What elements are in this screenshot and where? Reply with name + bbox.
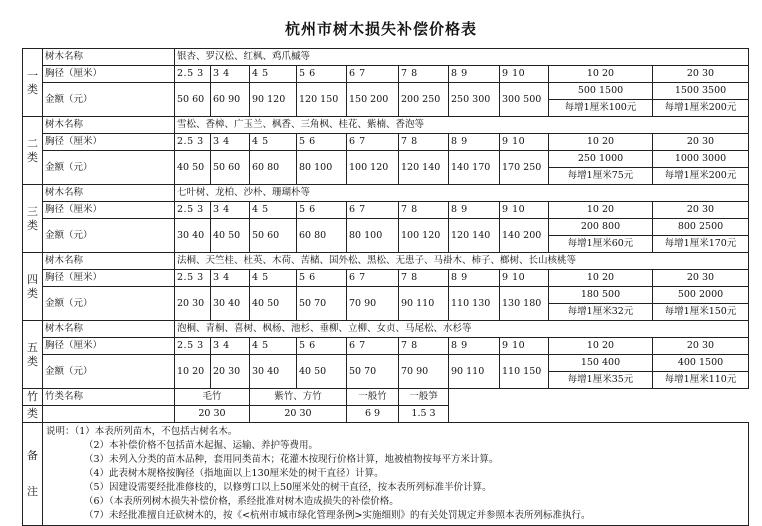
bamboo-name: 一般竹	[347, 389, 399, 406]
note-line: 说明：（1）本表所列苗木，不包括古树名木。	[46, 426, 238, 437]
class-suffix: 类	[27, 286, 38, 300]
diameter-cell: 5 6	[297, 338, 347, 355]
class-row-diameter	[23, 338, 749, 355]
amount-cell: 120 150	[297, 83, 347, 117]
amount-label: 金额（元）	[43, 83, 175, 117]
amount-cell: 70 90	[347, 287, 399, 321]
amount-label: 金额（元）	[43, 355, 175, 389]
diameter-label: 胸径（厘米）	[43, 270, 175, 287]
amount-cell: 500 1500	[549, 83, 653, 100]
amount-cell: 100 120	[399, 219, 449, 253]
bamboo-blank	[449, 389, 749, 423]
amount-cell: 90 110	[449, 355, 500, 389]
amount-cell: 200 800	[549, 219, 653, 236]
diameter-label: 胸径（厘米）	[43, 66, 175, 83]
class-row-diameter	[23, 66, 749, 83]
diameter-cell: 6 7	[347, 134, 399, 151]
amount-cell: 40 50	[211, 219, 250, 253]
diameter-cell: 2.5 3	[175, 270, 211, 287]
amount-cell: 100 120	[347, 151, 399, 185]
diameter-cell: 8 9	[449, 338, 500, 355]
amount-cell: 110 130	[449, 287, 500, 321]
diameter-cell: 2.5 3	[175, 202, 211, 219]
increment-note: 每增1厘米35元	[549, 372, 653, 389]
bamboo-value: 20 30	[175, 406, 250, 423]
amount-cell: 120 140	[399, 151, 449, 185]
amount-cell: 300 500	[500, 83, 549, 117]
diameter-cell: 3 4	[211, 270, 250, 287]
diameter-cell: 20 30	[653, 66, 749, 83]
increment-note: 每增1厘米110元	[653, 372, 749, 389]
diameter-cell: 3 4	[211, 338, 250, 355]
amount-cell: 30 40	[211, 287, 250, 321]
note-line: （4）此表树木规格按胸径（指地面以上130厘米处的树干直径）计算。	[84, 468, 384, 479]
bamboo-name: 一般笋	[399, 389, 449, 406]
amount-cell: 110 150	[500, 355, 549, 389]
amount-cell: 50 60	[211, 151, 250, 185]
increment-note: 每增1厘米32元	[549, 304, 653, 321]
increment-note: 每增1厘米75元	[549, 168, 653, 185]
increment-note: 每增1厘米200元	[653, 100, 749, 117]
increment-note: 每增1厘米200元	[653, 168, 749, 185]
diameter-cell: 10 20	[549, 338, 653, 355]
diameter-cell: 3 4	[211, 202, 250, 219]
diameter-cell: 6 7	[347, 270, 399, 287]
species-list: 雪松、香樟、广玉兰、枫香、三角枫、桂花、紫楠、香泡等	[175, 117, 749, 134]
price-table	[22, 48, 749, 526]
diameter-cell: 7 8	[399, 134, 449, 151]
bamboo-value: 1.5 3	[399, 406, 449, 423]
class-row-amount	[23, 151, 749, 168]
diameter-cell: 9 10	[500, 134, 549, 151]
class-label	[23, 185, 43, 253]
tree-name-label: 树木名称	[43, 321, 175, 338]
species-list: 七叶树、龙柏、沙朴、珊瑚朴等	[175, 185, 749, 202]
note-line: （3）未列入分类的苗木品种，套用同类苗木；花灌木按现行价格计算，地被植物按每平方米计算。	[84, 454, 499, 465]
class-number: 二	[27, 136, 38, 150]
class-number: 三	[27, 204, 38, 218]
amount-cell: 800 2500	[653, 219, 749, 236]
table-body	[23, 49, 749, 526]
species-list: 银杏、罗汉松、红枫、鸡爪槭等	[175, 49, 749, 66]
class-suffix: 类	[27, 218, 38, 232]
bamboo-name-label: 竹类名称	[43, 389, 175, 406]
amount-cell: 1500 3500	[653, 83, 749, 100]
class-label	[23, 253, 43, 321]
tree-name-label: 树木名称	[43, 253, 175, 270]
amount-cell: 90 120	[250, 83, 297, 117]
diameter-cell: 8 9	[449, 134, 500, 151]
diameter-cell: 10 20	[549, 134, 653, 151]
increment-note: 每增1厘米100元	[549, 100, 653, 117]
amount-cell: 80 100	[297, 151, 347, 185]
amount-cell: 70 90	[399, 355, 449, 389]
class-row-amount	[23, 83, 749, 100]
increment-note: 每增1厘米60元	[549, 236, 653, 253]
amount-cell: 90 110	[399, 287, 449, 321]
class-row-name	[23, 321, 749, 338]
class-row-amount	[23, 287, 749, 304]
amount-cell: 200 250	[399, 83, 449, 117]
class-row-diameter	[23, 270, 749, 287]
diameter-cell: 7 8	[399, 270, 449, 287]
note-line: （7）未经批准擅自迁砍树木的，按《<杭州市城市绿化管理条例>实施细则》的有关处罚规定并参照本表所列标准执行。	[84, 510, 591, 521]
amount-cell: 500 2000	[653, 287, 749, 304]
class-row-amount	[23, 355, 749, 372]
diameter-cell: 2.5 3	[175, 66, 211, 83]
amount-cell: 40 50	[297, 355, 347, 389]
diameter-cell: 10 20	[549, 270, 653, 287]
diameter-cell: 7 8	[399, 66, 449, 83]
amount-cell: 50 60	[175, 83, 211, 117]
bamboo-value: 20 30	[250, 406, 347, 423]
diameter-cell: 8 9	[449, 66, 500, 83]
bamboo-class-suffix: 类	[23, 406, 43, 423]
diameter-cell: 5 6	[297, 270, 347, 287]
class-label	[23, 321, 43, 389]
amount-cell: 60 80	[250, 151, 297, 185]
class-number: 四	[27, 272, 38, 286]
class-suffix: 类	[27, 150, 38, 164]
diameter-cell: 3 4	[211, 66, 250, 83]
diameter-cell: 7 8	[399, 202, 449, 219]
amount-cell: 150 200	[347, 83, 399, 117]
class-row-name	[23, 117, 749, 134]
amount-cell: 140 170	[449, 151, 500, 185]
increment-note: 每增1厘米150元	[653, 304, 749, 321]
amount-cell: 50 70	[347, 355, 399, 389]
amount-cell: 1000 3000	[653, 151, 749, 168]
amount-cell: 30 40	[250, 355, 297, 389]
diameter-cell: 20 30	[653, 338, 749, 355]
class-label	[23, 117, 43, 185]
diameter-cell: 5 6	[297, 202, 347, 219]
class-row-name	[23, 185, 749, 202]
diameter-cell: 5 6	[297, 134, 347, 151]
amount-cell: 400 1500	[653, 355, 749, 372]
page-title: 杭州市树木损失补偿价格表	[284, 20, 477, 38]
note-line: （6）（本表所列树木损失补偿价格，系经批准对树木造成损失的补偿价格。	[84, 496, 399, 507]
tree-name-label: 树木名称	[43, 49, 175, 66]
amount-cell: 50 70	[297, 287, 347, 321]
note-line: （5）因建设需要经批准修枝的，以修剪口以上50厘米处的树干直径，按本表所列标准半价计算。	[84, 482, 492, 493]
class-number: 一	[27, 68, 38, 82]
diameter-cell: 6 7	[347, 202, 399, 219]
amount-cell: 40 50	[250, 287, 297, 321]
amount-label: 金额（元）	[43, 151, 175, 185]
diameter-cell: 10 20	[549, 202, 653, 219]
class-suffix: 类	[27, 82, 38, 96]
amount-cell: 30 40	[175, 219, 211, 253]
amount-cell: 170 250	[500, 151, 549, 185]
diameter-cell: 4 5	[250, 66, 297, 83]
amount-cell: 250 300	[449, 83, 500, 117]
species-list: 法桐、天竺桂、杜英、木荷、苦槠、国外松、黑松、无患子、马褂木、柿子、榔树、长山核桃等	[175, 253, 749, 270]
diameter-cell: 8 9	[449, 202, 500, 219]
bamboo-name: 毛竹	[175, 389, 250, 406]
tree-name-label: 树木名称	[43, 117, 175, 134]
diameter-cell: 9 10	[500, 202, 549, 219]
bamboo-class-number: 竹	[23, 389, 43, 406]
diameter-cell: 9 10	[500, 338, 549, 355]
amount-cell: 20 30	[211, 355, 250, 389]
amount-cell: 10 20	[175, 355, 211, 389]
diameter-label: 胸径（厘米）	[43, 134, 175, 151]
amount-cell: 130 180	[500, 287, 549, 321]
amount-cell: 60 90	[211, 83, 250, 117]
class-label	[23, 49, 43, 117]
notes-label-bottom: 注	[27, 485, 38, 498]
amount-cell: 20 30	[175, 287, 211, 321]
diameter-cell: 2.5 3	[175, 134, 211, 151]
diameter-cell: 4 5	[250, 338, 297, 355]
amount-cell: 140 200	[500, 219, 549, 253]
diameter-cell: 9 10	[500, 270, 549, 287]
diameter-cell: 7 8	[399, 338, 449, 355]
diameter-cell: 2.5 3	[175, 338, 211, 355]
amount-cell: 50 60	[250, 219, 297, 253]
diameter-cell: 9 10	[500, 66, 549, 83]
bamboo-value: 6 9	[347, 406, 399, 423]
diameter-label: 胸径（厘米）	[43, 338, 175, 355]
class-suffix: 类	[27, 354, 38, 368]
amount-cell: 40 50	[175, 151, 211, 185]
bamboo-name: 紫竹、方竹	[250, 389, 347, 406]
increment-note: 每增1厘米170元	[653, 236, 749, 253]
amount-cell: 80 100	[347, 219, 399, 253]
diameter-cell: 6 7	[347, 66, 399, 83]
diameter-cell: 4 5	[250, 202, 297, 219]
diameter-cell: 4 5	[250, 270, 297, 287]
class-row-diameter	[23, 134, 749, 151]
note-line: （2）本补偿价格不包括苗木起掘、运输、养护等费用。	[84, 440, 319, 451]
tree-name-label: 树木名称	[43, 185, 175, 202]
diameter-label: 胸径（厘米）	[43, 202, 175, 219]
bamboo-row-name	[23, 389, 749, 406]
diameter-cell: 3 4	[211, 134, 250, 151]
amount-cell: 250 1000	[549, 151, 653, 168]
species-list: 泡桐、青桐、喜树、枫杨、池杉、垂柳、立柳、女贞、马尾松、水杉等	[175, 321, 749, 338]
amount-cell: 180 500	[549, 287, 653, 304]
diameter-cell: 6 7	[347, 338, 399, 355]
amount-label: 金额（元）	[43, 287, 175, 321]
notes-label-top: 备	[27, 449, 38, 462]
diameter-cell: 8 9	[449, 270, 500, 287]
amount-label: 金额（元）	[43, 219, 175, 253]
notes-content	[43, 423, 749, 526]
class-row-amount	[23, 219, 749, 236]
bamboo-value-label	[43, 406, 175, 423]
diameter-cell: 10 20	[549, 66, 653, 83]
notes-label	[23, 423, 43, 526]
diameter-cell: 5 6	[297, 66, 347, 83]
amount-cell: 120 140	[449, 219, 500, 253]
class-row-diameter	[23, 202, 749, 219]
amount-cell: 60 80	[297, 219, 347, 253]
diameter-cell: 20 30	[653, 270, 749, 287]
amount-cell: 150 400	[549, 355, 653, 372]
diameter-cell: 20 30	[653, 202, 749, 219]
class-number: 五	[27, 340, 38, 354]
class-row-name	[23, 49, 749, 66]
class-row-name	[23, 253, 749, 270]
diameter-cell: 4 5	[250, 134, 297, 151]
notes-row	[23, 423, 749, 526]
diameter-cell: 20 30	[653, 134, 749, 151]
